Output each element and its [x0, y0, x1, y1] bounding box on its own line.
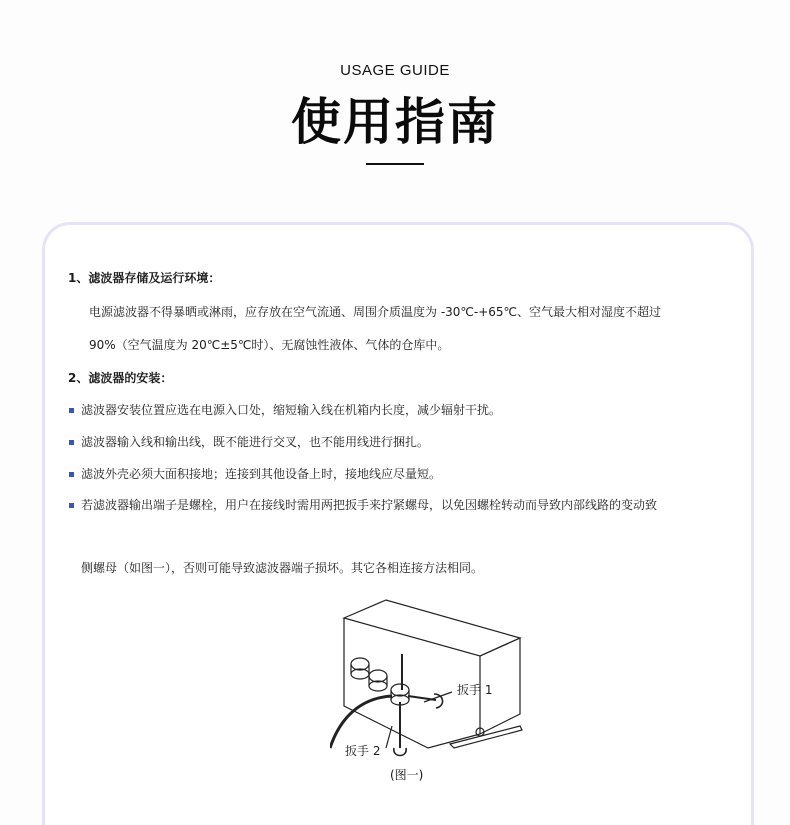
bullet-item-4-continuation: 侧螺母（如图一），否则可能导致滤波器端子损坏。其它各相连接方法相同。	[81, 561, 484, 575]
filter-terminal-illustration	[330, 598, 530, 758]
bullet-marker	[69, 503, 74, 508]
usage-guide-subtitle: USAGE GUIDE	[340, 62, 450, 79]
figure-caption: (图一)	[390, 768, 424, 782]
section-1-paragraph-line-2: 90%（空气温度为 20℃±5℃时）、无腐蚀性液体、气体的仓库中。	[89, 338, 450, 352]
bullet-marker	[69, 440, 74, 445]
bullet-marker	[69, 472, 74, 477]
page-title: 使用指南	[291, 93, 499, 151]
bullet-marker	[69, 408, 74, 413]
wrench-2-label: 扳手 2	[345, 744, 381, 758]
bullet-item-2: 滤波器输入线和输出线，既不能进行交叉，也不能用线进行捆扎。	[81, 435, 430, 449]
wrench-1-label: 扳手 1	[457, 683, 493, 697]
bullet-item-1: 滤波器安装位置应选在电源入口处，缩短输入线在机箱内长度，减少辐射干扰。	[81, 403, 502, 417]
bullet-item-4: 若滤波器输出端子是螺栓，用户在接线时需用两把扳手来拧紧螺母，以免因螺栓转动而导致内部线路的变动致	[81, 498, 658, 512]
bullet-item-3: 滤波外壳必须大面积接地；连接到其他设备上时，接地线应尽量短。	[81, 467, 442, 481]
title-underline	[366, 163, 424, 165]
section-1-paragraph-line-1: 电源滤波器不得暴晒或淋雨，应存放在空气流通、周围介质温度为 -30℃-+65℃、空气最大相对湿度不超过	[89, 305, 662, 319]
section-2-heading: 2、滤波器的安装：	[68, 371, 173, 385]
section-1-heading: 1、滤波器存储及运行环境：	[68, 271, 221, 285]
